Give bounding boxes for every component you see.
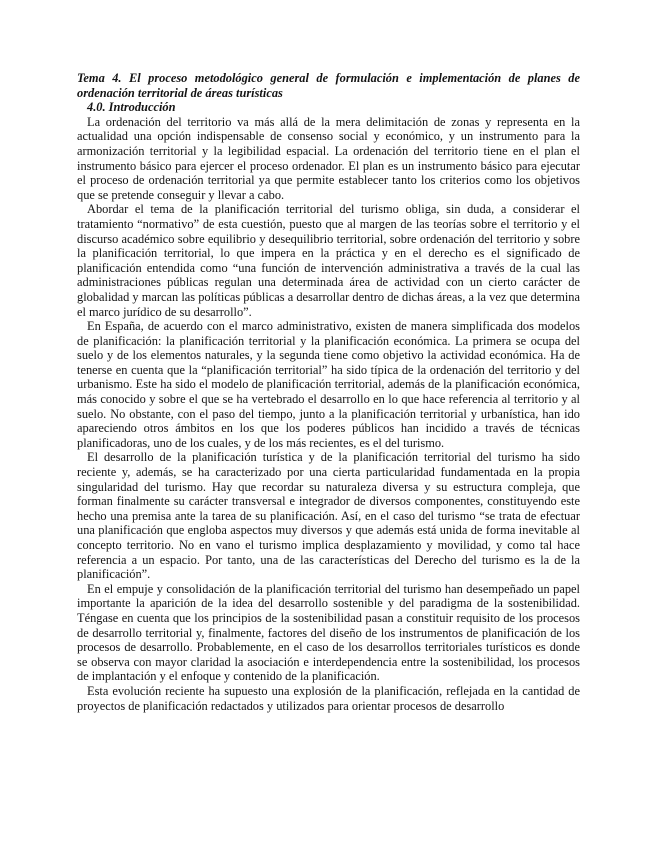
chapter-title: Tema 4. El proceso metodológico general de formulación e implementación de planes de ordenación territorial de áreas turísticas — [77, 71, 580, 100]
paragraph-1: La ordenación del territorio va más allá de la mera delimitación de zonas y representa en la actualidad una opción indispensable de consenso social y económico, y un instrumento para la armonización territorial y la legibilidad espacial. La ordenación del territorio tiene en el plan el instrumento básico para ejercer el proceso ordenador. El plan es un instrumento básico para ejecutar el proceso de ordenación territorial ya que permite establecer tanto los criterios como los objetivos que se pretende conseguir y llevar a cabo. — [77, 114, 580, 202]
paragraph-3: En España, de acuerdo con el marco administrativo, existen de manera simplificada dos modelos de planificación: la planificación territorial y la planificación económica. La primera se ocupa del suelo y de los elementos naturales, y la segunda tiene como objetivo la actividad económica. Ha de tenerse en cuenta que la “planificación territorial” ha sido típica de la ordenación del territorio y del urbanismo. Este ha sido el modelo de planificación territorial, además de la planificación económica, más conocido y sobre el que se ha vertebrado el desarrollo en lo que hace referencia al territorio y al suelo. No obstante, con el paso del tiempo, junto a la planificación territorial y urbanística, han ido apareciendo otros ámbitos en los que los poderes públicos han incidido a través de técnicas planificadoras, uno de los cuales, y de los más recientes, es el del turismo. — [77, 319, 580, 450]
paragraph-4: El desarrollo de la planificación turística y de la planificación territorial del turismo ha sido reciente y, además, se ha caracterizado por una cierta particularidad fundamentada en la propia singularidad del turismo. Hay que recordar su naturaleza diversa y su estructura compleja, que forman finalmente su carácter transversal e integrador de diversos componentes, constituyendo este hecho una premisa ante la tarea de su planificación. Así, en el caso del turismo “se trata de efectuar una planificación que engloba aspectos muy diversos y que además está unida de forma inevitable al concepto territorio. No en vano el turismo implica desplazamiento y movilidad, y como tal hace referencia a un espacio. Por tanto, una de las características del Derecho del turismo es la de la planificación”. — [77, 450, 580, 582]
section-heading: 4.0. Introducción — [87, 100, 176, 115]
document-body — [77, 71, 580, 713]
paragraph-2: Abordar el tema de la planificación territorial del turismo obliga, sin duda, a considerar el tratamiento “normativo” de esta cuestión, puesto que al margen de las teorías sobre el territorio y el discurso académico sobre equilibrio y desequilibrio territorial, sobre ordenación del territorio y sobre la planificación territorial, lo que impera en la práctica y en el derecho es el significado de planificación entendida como “una función de intervención administrativa a través de la cual las administraciones públicas regulan una determinada área de actividad con un cierto carácter de globalidad y marcan las políticas públicas a desarrollar dentro de dichas áreas, a la vez que determina el marco jurídico de su desarrollo”. — [77, 202, 580, 319]
paragraph-6: Esta evolución reciente ha supuesto una explosión de la planificación, reflejada en la cantidad de proyectos de planificación redactados y utilizados para orientar procesos de desarrollo — [77, 683, 580, 713]
paragraph-5: En el empuje y consolidación de la planificación territorial del turismo han desempeñado un papel importante la aparición de la idea del desarrollo sostenible y del paradigma de la sostenibilidad. Téngase en cuenta que los principios de la sostenibilidad pasan a constituir requisito de los procesos de desarrollo territorial y, finalmente, factores del diseño de los instrumentos de planificación de los procesos de desarrollo. Probablemente, en el caso de los desarrollos territoriales turísticos es donde se observa con mayor claridad la asociación e interdependencia entre la sostenibilidad, los procesos de implantación y el enfoque y contenido de la planificación. — [77, 581, 580, 684]
